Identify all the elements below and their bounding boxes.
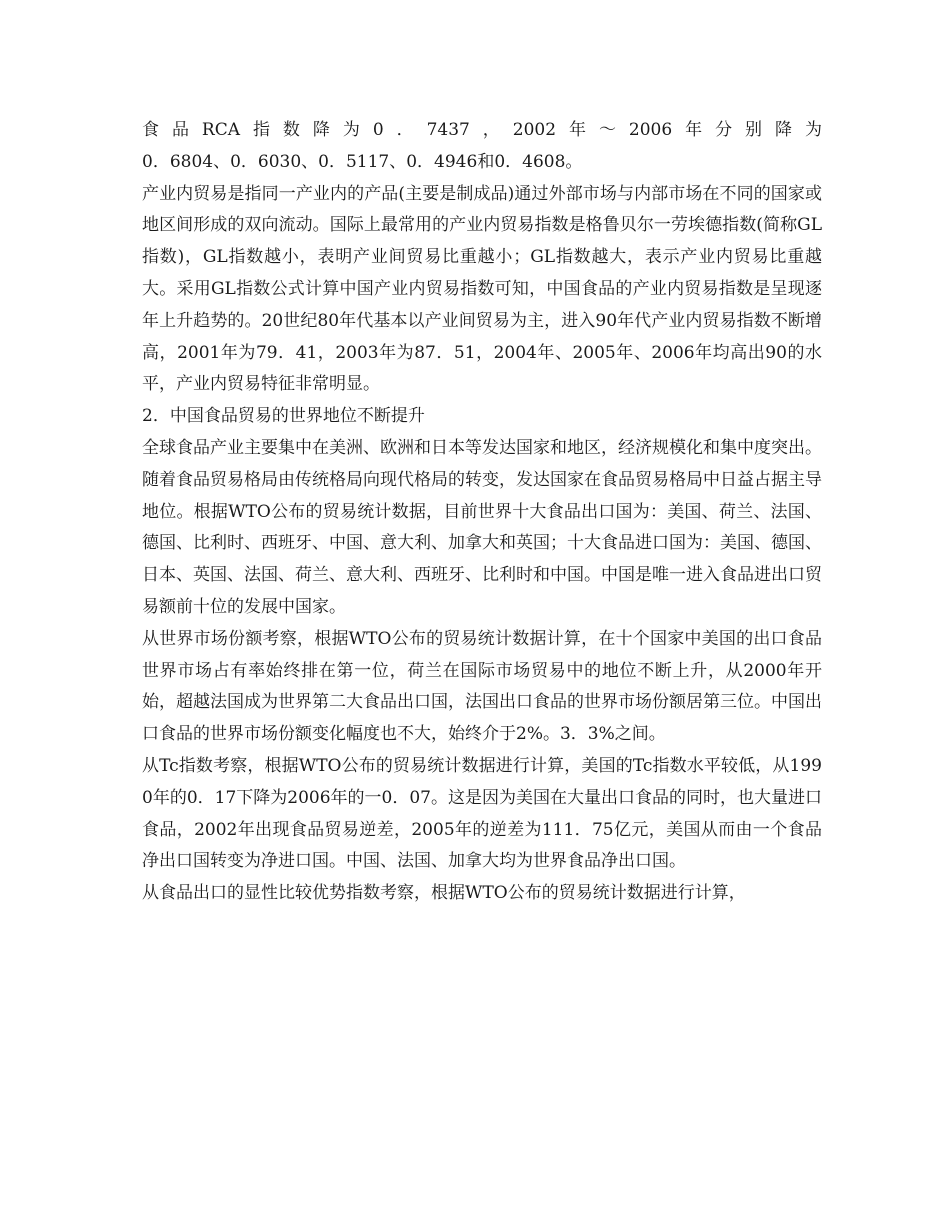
paragraph-rca-decline: 食品RCA指数降为0．7437，2002年～2006年分别降为 [142,120,822,140]
paragraph-global-industry: 全球食品产业主要集中在美洲、欧洲和日本等发达国家和地区，经济规模化和集中度突出。 [142,437,822,458]
paragraph-tc-index: 从Tc指数考察，根据WTO公布的贸易统计数据进行计算，美国的Tc指数水平较低，从1990年的0．17下降为2006年的一0．07。这是因为美国在大量出口食品的同时，也大量进口食品，2002年出现食品贸易逆差，2005年的逆差为111．75亿元，美国从而由一个食品净出口国转变为净进口国。中国、法国、加拿大均为世界食品净出口国。 [142,755,822,872]
document-body [142,115,822,910]
paragraph-rca-export: 从食品出口的显性比较优势指数考察，根据WTO公布的贸易统计数据进行计算， [142,883,746,904]
paragraph-trade-pattern: 随着食品贸易格局由传统格局向现代格局的转变，发达国家在食品贸易格局中日益占据主导地位。根据WTO公布的贸易统计数据，目前世界十大食品出口国为：美国、荷兰、法国、德国、比利时、西班牙、中国、意大利、加拿大和英国；十大食品进口国为：美国、德国、日本、英国、法国、荷兰、意大利、西班牙、比利时和中国。中国是唯一进入食品进出口贸易额前十位的发展中国家。 [142,469,822,617]
paragraph-rca-values: 0．6804、0．6030、0．5117、0．4946和0．4608。 [142,151,583,172]
paragraph-intra-industry-trade: 产业内贸易是指同一产业内的产品(主要是制成品)通过外部市场与内部市场在不同的国家或地区间形成的双向流动。国际上最常用的产业内贸易指数是格鲁贝尔一劳埃德指数(简称GL指数)，GL指数越小，表明产业间贸易比重越小；GL指数越大，表示产业内贸易比重越大。采用GL指数公式计算中国产业内贸易指数可知，中国食品的产业内贸易指数是呈现逐年上升趋势的。20世纪80年代基本以产业间贸易为主，进入90年代产业内贸易指数不断增高，2001年为79．41，2003年为87．51，2004年、2005年、2006年均高出90的水平，产业内贸易特征非常明显。 [142,183,822,395]
paragraph-market-share: 从世界市场份额考察，根据WTO公布的贸易统计数据计算，在十个国家中美国的出口食品世界市场占有率始终排在第一位，荷兰在国际市场贸易中的地位不断上升，从2000年开始，超越法国成为世界第二大食品出口国，法国出口食品的世界市场份额居第三位。中国出口食品的世界市场份额变化幅度也不大，始终介于2%。3．3%之间。 [142,628,822,745]
section-heading: 2．中国食品贸易的世界地位不断提升 [142,406,425,427]
